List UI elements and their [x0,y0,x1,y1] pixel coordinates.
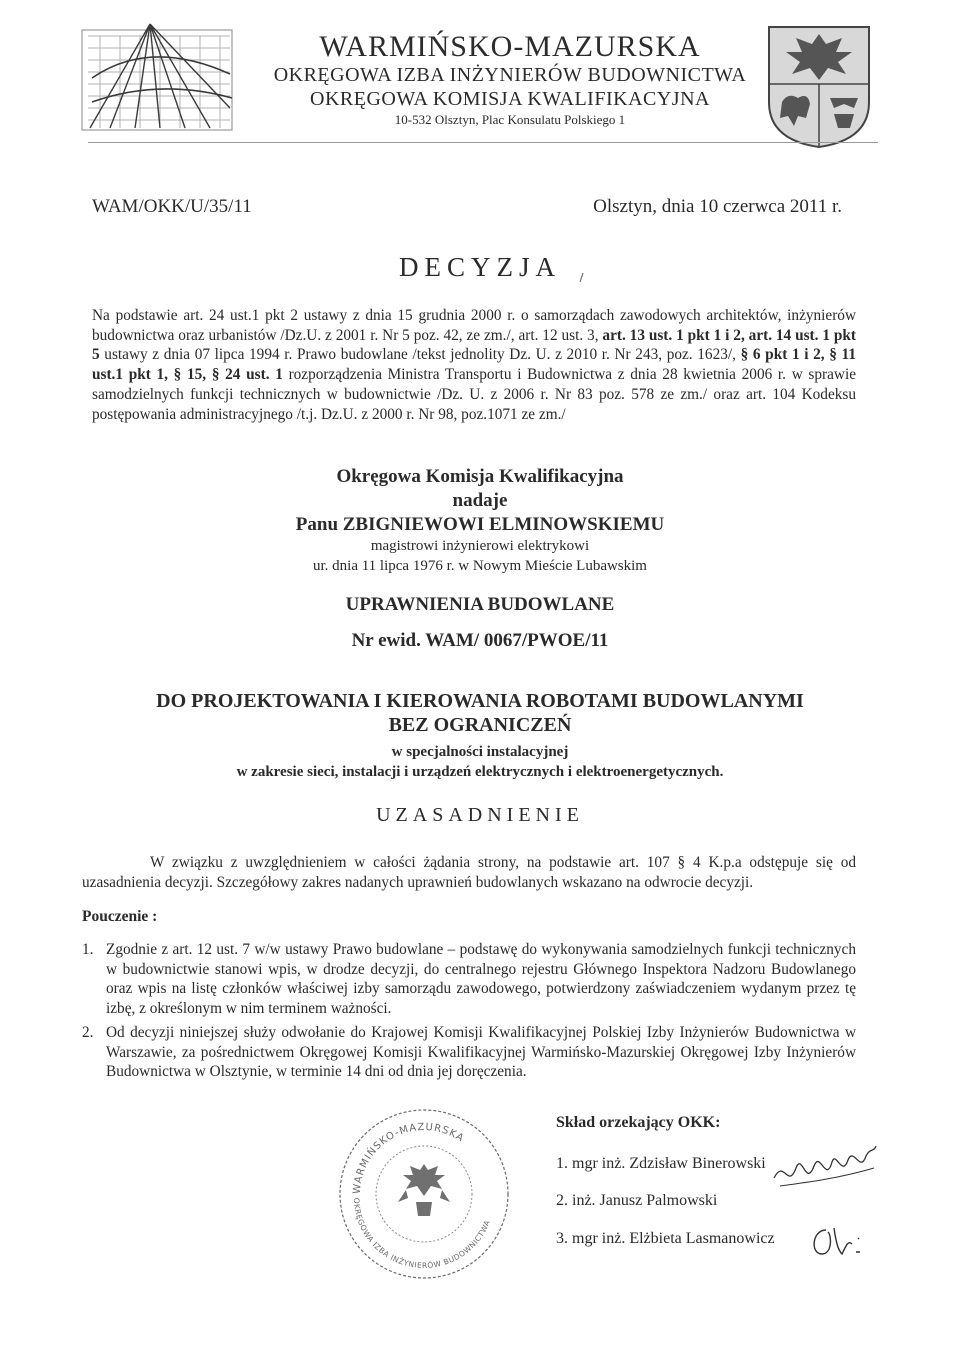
panel-heading: Skład orzekający OKK: [556,1114,721,1131]
seal-top-text: WARMIŃSKO-MAZURSKA [351,1121,467,1195]
permit-scope-limit: BEZ OGRANICZEŃ [388,714,572,736]
recipient-name: Panu ZBIGNIEWOWI ELMINOWSKIEMU [295,514,665,535]
instruction-item-number: 2. [82,1024,94,1041]
legal-basis-part3: rozporządzenia Ministra Transportu i Budownictwa z dnia 28 kwietnia 2006 r. w sprawie samodzielnych funkcji technicznych w budownictwie /Dz. U. z 2006 r. Nr 83 poz. 578 ze zm./ oraz art. 104 Kodeksu postępowania administracyjnego /t.j. Dz.U. z 2000 r. Nr 98, poz.1071 ze zm./ [92,366,856,423]
signature-scribble [808,1222,868,1262]
svg-text:WARMIŃSKO-MAZURSKA [352,1122,466,1194]
permit-number: Nr ewid. WAM/ 0067/PWOE/11 [351,630,609,651]
header-commission: OKRĘGOWA KOMISJA KWALIFIKACYJNA [310,88,710,110]
region-coat-of-arms-icon [764,22,874,150]
instruction-item [82,940,856,1019]
seal-bottom-text: OKRĘGOWA IZBA INŻYNIERÓW BUDOWNICTWA [351,1197,492,1271]
official-seal [336,1106,512,1282]
legal-basis-part2: ustawy z dnia 07 lipca 1994 r. Prawo budowlane /tekst jednolity Dz. U. z 2010 r. Nr 243, poz. 1623/, [99,346,741,364]
panel-member: 2. inż. Janusz Palmowski [556,1192,718,1209]
stray-mark [577,272,587,284]
instruction-item-number: 1. [82,941,94,958]
granting-body: Okręgowa Komisja Kwalifikacyjna [336,466,624,487]
signature-scribble [770,1138,880,1198]
issue-date: Olsztyn, dnia 10 czerwca 2011 r. [593,196,842,217]
grant-verb: nadaje [452,490,508,511]
permit-specialty: w specjalności instalacyjnej [391,744,569,760]
permit-range: w zakresie sieci, instalacji i urządzeń elektrycznych i elektroenergetycznych. [236,764,724,780]
instruction-item-text: Od decyzji niniejszej służy odwołanie do Krajowej Komisji Kwalifikacyjnej Polskiej Izby Inżynierów Budownictwa w Warszawie, za pośrednictwem Okręgowej Komisji Kwalifikacyjnej Warmińsko-Mazurskiej Okręgowej Izby Inżynierów Budownictwa w Olsztynie, w terminie 14 dni od dnia jej doręczenia. [106,1024,856,1081]
instruction-heading: Pouczenie : [82,908,158,925]
justification-text: W związku z uwzględnieniem w całości żądania strony, na podstawie art. 107 § 4 K.p.a odstępuje się od uzasadnienia decyzji. Szczegółowy zakres nadanych uprawnień budowlanych wskazano na odwrocie decyzji. [82,854,856,891]
instruction-item-text: Zgodnie z art. 12 ust. 7 w/w ustawy Prawo budowlane – podstawę do wykonywania samodzielnych funkcji technicznych w budownictwie stanowi wpis, w drodze decyzji, do centralnego rejestru Głównego Inspektora Nadzoru Budowlanego oraz wpis na listę członków właściwej izby samorządu zawodowego, potwierdzony zaświadczeniem wydanym przez tę izbę, z określonym w nim terminem ważności. [106,941,856,1018]
justification-heading: UZASADNIENIE [376,804,584,826]
legal-basis-paragraph [92,306,856,424]
recipient-birth: ur. dnia 11 lipca 1976 r. w Nowym Mieście Lubawskim [313,558,647,574]
permit-scope: DO PROJEKTOWANIA I KIEROWANIA ROBOTAMI BUDOWLANYMI [156,690,804,712]
permit-title: UPRAWNIENIA BUDOWLANE [345,594,615,615]
header-org-name: WARMIŃSKO-MAZURSKA [319,30,701,63]
document-title: DECYZJA [399,252,561,282]
reference-number: WAM/OKK/U/35/11 [92,196,252,217]
header-chamber: OKRĘGOWA IZBA INŻYNIERÓW BUDOWNICTWA [273,64,747,86]
instruction-item [82,1023,856,1082]
header-divider [88,142,878,143]
panel-member: 3. mgr inż. Elżbieta Lasmanowicz [556,1230,775,1247]
panel-member: 1. mgr inż. Zdzisław Binerowski [556,1155,766,1172]
legal-basis-bold2: § 6 pkt 1 i 2, § 11 ust.1 pkt 1, § 15, § 24 ust. 1 [92,346,856,384]
legal-basis-bold1: art. 13 ust. 1 pkt 1 i 2, art. 14 ust. 1 pkt 5 [92,326,857,364]
recipient-degree: magistrowi inżynierowi elektrykowi [370,538,590,554]
chamber-logo [80,18,262,140]
header-address: 10-532 Olsztyn, Plac Konsulatu Polskiego 1 [394,112,626,127]
legal-basis-part1: Na podstawie art. 24 ust.1 pkt 2 ustawy z dnia 15 grudnia 2000 r. o samorządach zawodowych architektów, inżynierów budownictwa oraz urbanistów /Dz.U. z 2001 r. Nr 5 poz. 42, ze zm./, art. 12 ust. 3, [92,307,856,344]
